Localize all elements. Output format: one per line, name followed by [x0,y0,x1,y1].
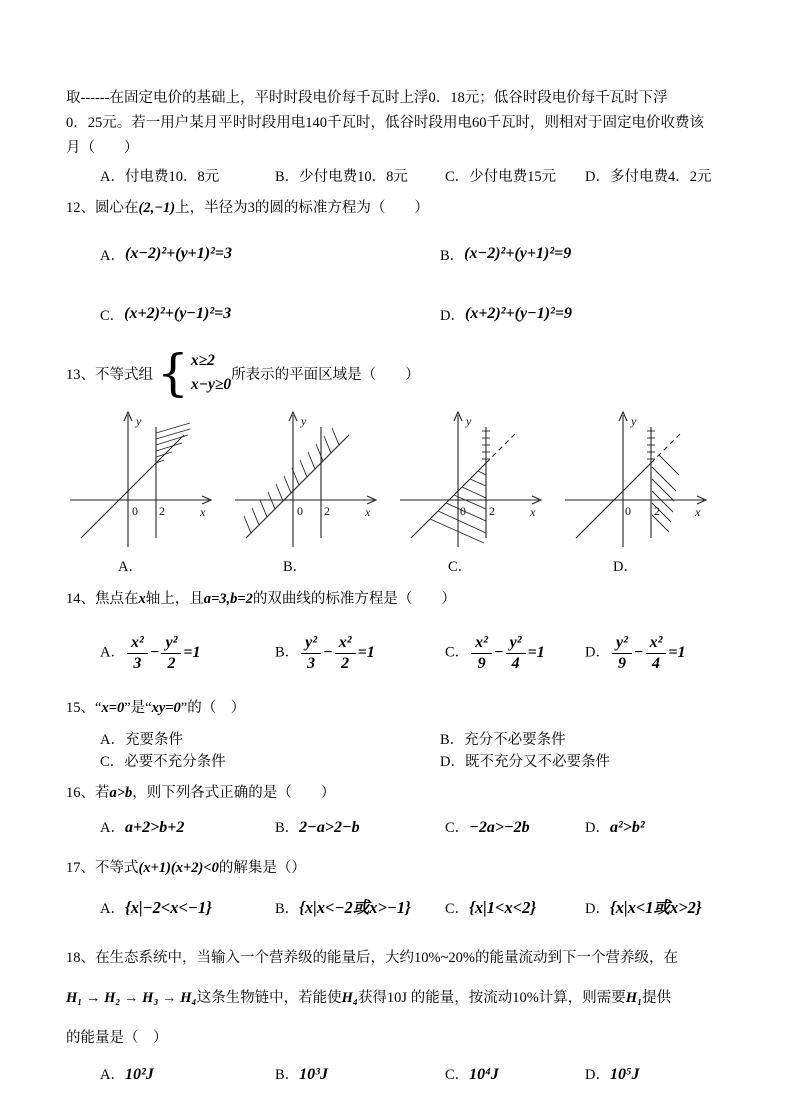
q12-option-b: B． (x−2)²+(y+1)²=9 [440,245,572,264]
fraction: $\frac{\text{x²}}{9}$ [471,634,492,672]
question-13 [66,343,730,577]
q14-options [66,622,730,684]
x2-tick-label: 2 [489,504,495,518]
hatched-region-c [430,431,490,543]
origin-label: 0 [297,504,303,518]
question-12 [66,196,730,337]
fraction: $\frac{\text{y²}}{9}$ [612,634,632,672]
q14-option-b: B． $\frac{\text{y²}}{3}$ − $\frac{\text{x²}}{2}$ =1 [275,634,375,672]
question-18 [66,938,730,1088]
q16-options [66,816,730,840]
graph-b-label: B． [283,559,308,575]
graph-d-label: D． [613,559,638,575]
q11-option-a: A．付电费10．8元 [100,169,220,185]
y-axis-label: y [466,414,472,428]
q14-option-d: D． $\frac{\text{y²}}{9}$ − $\frac{\text{x²}}{4}$ =1 [585,634,686,672]
fraction: $\frac{\text{y²}}{4}$ [506,634,526,672]
q11-option-b: B．少付电费10．8元 [275,169,408,185]
fraction: $\frac{\text{x²}}{3}$ [127,634,148,672]
q16-option-d: D．a²>b² [585,819,645,836]
q14-option-a: A． $\frac{\text{x²}}{3}$ − $\frac{\text{y²}}{2}$ =1 [100,634,201,672]
question-15 [66,696,730,773]
graph-a-plot [66,405,216,555]
q12-option-c: C． (x+2)²+(y−1)²=3 [100,305,232,324]
system-brace: { [157,343,189,402]
q13-graphs [66,405,730,577]
x2-tick-label: 2 [159,504,165,518]
q17-option-a: A．{x|−2<x<−1} [100,898,212,917]
question-17 [66,856,730,922]
q15-option-d: D．既不充分又不必要条件 [440,754,610,770]
q15-option-b: B．充分不必要条件 [440,732,566,748]
q13-graph-d [561,405,726,577]
x-axis-label: x [365,505,371,519]
q14-option-c: C． $\frac{\text{x²}}{9}$ − $\frac{\text{y²}}{4}$ =1 [445,634,545,672]
q15-option-a: A．充要条件 [100,732,183,748]
q11-line3: 月（ ） [66,140,139,156]
q11-line2: 0．25元。若一用户某月平时时段用电140千瓦时，低谷时段用电60千瓦时，则相对于固定电价收费该 [66,115,704,131]
q15-option-c: C．必要不充分条件 [100,754,226,770]
q17-option-d: D．{x|x<1或x>2} [585,898,702,917]
q13-graph-a [66,405,231,577]
question-11 [66,86,730,186]
q16-stem: 16、若a>b，则下列各式正确的是（ ） [66,785,336,801]
q16-option-a: A．a+2>b+2 [100,819,185,836]
q17-option-c: C．{x|1<x<2} [445,898,537,917]
q12-stem: 12、圆心在(2,−1)上，半径为3的圆的标准方程为（ ） [66,200,429,216]
x2-tick-label: 2 [654,504,660,518]
hatched-region-d [647,431,679,532]
q11-line1: 取------在固定电价的基础上，平时时段电价每千瓦时上浮0．18元；低谷时段电价每千瓦时下浮 [66,90,668,106]
q18-option-a: A．10²J [100,1066,154,1083]
y-axis-label: y [631,414,637,428]
x-axis-label: x [530,505,536,519]
y-axis-label: y [136,414,142,428]
fraction: $\frac{\text{y²}}{3}$ [301,634,321,672]
q18-option-c: C．10⁴J [445,1066,499,1083]
graph-c-plot [396,405,546,555]
q11-option-c: C．少付电费15元 [445,169,557,185]
q14-stem: 14、焦点在x轴上，且a=3,b=2的双曲线的标准方程是（ ） [66,591,456,607]
q11-options [66,165,730,186]
q16-option-c: C．−2a>−2b [445,819,530,836]
q18-stem [66,938,730,1058]
x2-tick-label: 2 [324,504,330,518]
fraction: $\frac{\text{x²}}{2}$ [335,634,356,672]
q16-option-b: B．2−a>2−b [275,819,360,836]
q18-option-b: B．10³J [275,1066,328,1083]
q13-graph-b [231,405,396,577]
q18-option-d: D．10⁵J [585,1066,640,1083]
q18-line2: H₁ → H₂ → H₃ → H₄这条生物链中，若能使H₄获得10J 的能量，按流动10%计算，则需要H₁提供 [66,990,672,1006]
q18-line3: 的能量是（ ） [66,1030,168,1046]
question-14 [66,587,730,684]
hatched-region-a [156,423,190,463]
x-axis-label: x [200,505,206,519]
origin-label: 0 [625,504,631,518]
graph-c-label: C． [448,559,473,575]
origin-label: 0 [132,504,138,518]
fraction: $\frac{\text{x²}}{4}$ [646,634,667,672]
q17-options [66,895,730,922]
q13-graph-c [396,405,561,577]
x-axis-label: x [695,505,701,519]
graph-a-label: A． [118,559,143,575]
q18-options [66,1062,730,1088]
q15-stem: 15、“x=0”是“xy=0”的（ ） [66,700,246,716]
q13-stem: 13、不等式组 { x≥2 x−y≥0 所表示的平面区域是（ ） [66,343,420,402]
graph-b-plot [231,405,381,555]
q17-option-b: B．{x|x<−2或x>−1} [275,898,411,917]
q12-option-a: A． (x−2)²+(y+1)²=3 [100,245,233,264]
q12-options [66,231,730,337]
q11-option-d: D．多付电费4．2元 [585,169,712,185]
question-16 [66,781,730,840]
graph-d-plot [561,405,711,555]
q15-options [66,729,730,773]
q17-stem: 17、不等式(x+1)(x+2)<0的解集是（） [66,860,306,876]
q13-inequality-system: x≥2 x−y≥0 [190,352,232,393]
y-axis-label: y [301,414,307,428]
q18-line1: 18、在生态系统中，当输入一个营养级的能量后，大约10%~20%的能量流动到下一个营养级，在 [66,950,678,966]
fraction: $\frac{\text{y²}}{2}$ [161,634,181,672]
q12-option-d: D． (x+2)²+(y−1)²=9 [440,305,573,324]
origin-label: 0 [460,504,466,518]
